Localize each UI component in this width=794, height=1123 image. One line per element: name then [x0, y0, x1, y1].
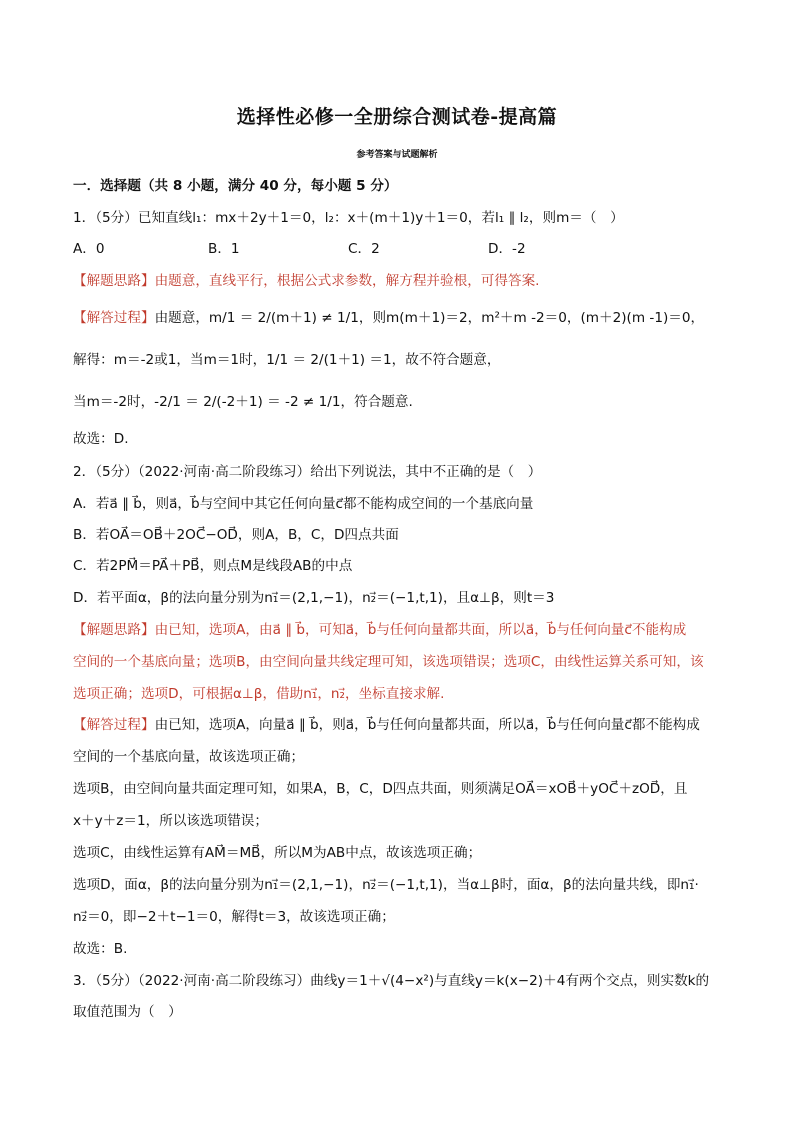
q2-process-line-4: x＋y＋z＝1，所以该选项错误；: [73, 813, 268, 829]
q1-idea-tag: 【解题思路】: [73, 273, 155, 289]
q2-option-c: C．若2PM⃗＝PA⃗＋PB⃗，则点M是线段AB的中点: [73, 558, 353, 574]
q1-option-b: B．1: [208, 241, 240, 257]
q2-idea-line-3: 选项正确；选项D，可根据α⊥β，借助n₁⃗，n₂⃗，坐标直接求解.: [73, 686, 445, 702]
q2-process-line-1: [73, 715, 733, 735]
q2-process-tag: 【解答过程】: [73, 717, 155, 733]
section-heading: 一．选择题（共 8 小题，满分 40 分，每小题 5 分）: [73, 178, 398, 194]
q1-option-c: C．2: [348, 241, 380, 257]
q1-solve-1: 解得：m＝-2或1，当m＝1时，1/1 ＝ 2/(1＋1) ＝1，故不符合题意，: [73, 352, 501, 368]
q2-option-a: A．若a⃗ ∥ b⃗，则a⃗，b⃗与空间中其它任何向量c⃗都不能构成空间的一个基底向量: [73, 496, 534, 512]
doc-title: 选择性必修一全册综合测试卷-提高篇: [236, 106, 558, 128]
q1-options: [73, 239, 733, 259]
q1-option-a: A．0: [73, 241, 105, 257]
q2-idea-tag: 【解题思路】: [73, 622, 155, 638]
q2-process-line-2: 空间的一个基底向量，故该选项正确；: [73, 749, 305, 765]
q1-idea-text: 由题意，直线平行，根据公式求参数，解方程并验根，可得答案.: [154, 273, 540, 289]
q2-process-line-6: 选项D，面α，β的法向量分别为n₁⃗＝(2,1,−1)，n₂⃗＝(−1,t,1)，当α⊥β时，面α，β的法向量共线，即n₁⃗·: [73, 877, 699, 893]
q1-answer: 故选：D.: [73, 431, 129, 447]
q2-idea-text-1: 由已知，选项A，由a⃗ ∥ b⃗，可知a⃗，b⃗与任何向量都共面，所以a⃗，b⃗与任何向量c⃗不能构成: [154, 622, 687, 638]
q1-option-d: D．-2: [488, 241, 526, 257]
q1-idea: [73, 271, 733, 291]
q1-solve-2: 当m＝-2时，-2/1 ＝ 2/(-2＋1) ＝ -2 ≠ 1/1，符合题意.: [73, 394, 413, 410]
q2-idea-line-2: 空间的一个基底向量；选项B，由空间向量共线定理可知，该选项错误；选项C，由线性运算关系可知，该: [73, 654, 704, 670]
q2-process-text-1: 由已知，选项A，向量a⃗ ∥ b⃗，则a⃗，b⃗与任何向量都共面，所以a⃗，b⃗与任何向量c⃗都不能构成: [154, 717, 700, 733]
q2-process-line-3: 选项B，由空间向量共面定理可知，如果A，B，C，D四点共面，则须满足OA⃗＝xOB⃗＋yOC⃗＋zOD⃗，且: [73, 781, 688, 797]
q1-process-text: 由题意，m/1 ＝ 2/(m＋1) ≠ 1/1，则m(m＋1)＝2，m²＋m -2＝0，(m＋2)(m -1)＝0，: [154, 310, 705, 326]
q2-process-line-5: 选项C，由线性运算有AM⃗＝MB⃗，所以M为AB中点，故该选项正确；: [73, 845, 482, 861]
q3-stem-line-2: 取值范围为（ ）: [73, 1004, 182, 1020]
doc-subtitle: 参考答案与试题解析: [356, 150, 438, 160]
q2-stem: 2．（5分）（2022·河南·高二阶段练习）给出下列说法，其中不正确的是（ ）: [73, 464, 542, 480]
q2-option-d: D．若平面α，β的法向量分别为n₁⃗＝(2,1,−1)，n₂⃗＝(−1,t,1)，且α⊥β，则t＝3: [73, 590, 555, 606]
q2-option-b: B．若OA⃗＝OB⃗＋2OC⃗−OD⃗，则A，B，C，D四点共面: [73, 527, 399, 543]
q2-idea-line-1: [73, 620, 733, 640]
q2-process-line-7: n₂⃗＝0，即−2＋t−1＝0，解得t＝3，故该选项正确；: [73, 909, 395, 925]
q3-stem-line-1: 3．（5分）（2022·河南·高二阶段练习）曲线y＝1＋√(4−x²)与直线y＝k(x−2)＋4有两个交点，则实数k的: [73, 973, 710, 989]
q1-process-tag: 【解答过程】: [73, 310, 155, 326]
q1-stem: 1．（5分）已知直线l₁：mx＋2y＋1＝0，l₂：x＋(m＋1)y＋1＝0，若l₁ ∥ l₂，则m＝（ ）: [73, 210, 624, 226]
q2-answer: 故选：B.: [73, 941, 128, 957]
q1-process: [73, 308, 733, 328]
